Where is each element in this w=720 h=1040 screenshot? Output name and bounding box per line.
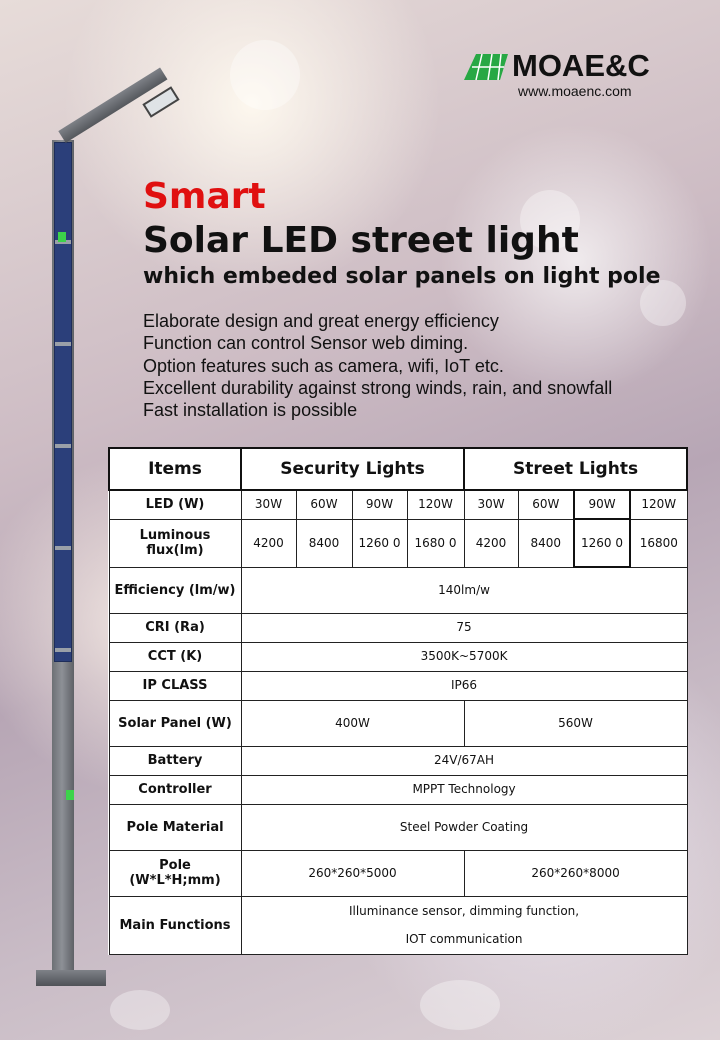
feature-item: Function can control Sensor web diming. (143, 333, 469, 354)
table-row (109, 700, 687, 746)
table-cell: 75 (241, 613, 687, 642)
feature-item: Option features such as camera, wifi, IoT etc. (143, 355, 504, 376)
feature-item: Elaborate design and great energy efficiency (143, 311, 499, 331)
feature-list (143, 310, 612, 421)
table-cell: 1680 0 (407, 519, 464, 567)
bokeh-light (420, 980, 500, 1030)
table-row (109, 671, 687, 700)
table-cell: 3500K~5700K (241, 642, 687, 671)
table-row (109, 490, 687, 519)
table-row (109, 567, 687, 613)
row-label: CCT (K) (109, 642, 241, 671)
table-cell: 1260 0 (352, 519, 407, 567)
row-label: IP CLASS (109, 671, 241, 700)
table-cell: 400W (241, 700, 464, 746)
table-cell: 60W (296, 490, 352, 519)
table-cell: 8400 (296, 519, 352, 567)
row-label: Battery (109, 746, 241, 775)
function-line: IOT communication (405, 932, 523, 946)
feature-item: Excellent durability against strong winds, rain, and snowfall (143, 377, 613, 398)
row-label: CRI (Ra) (109, 613, 241, 642)
row-label: Efficiency (lm/w) (109, 567, 241, 613)
indicator-light (66, 790, 74, 800)
solar-panel-strip (54, 142, 72, 662)
table-cell: 4200 (464, 519, 518, 567)
function-line: Illuminance sensor, dimming function, (348, 904, 580, 918)
table-cell: 60W (518, 490, 574, 519)
feature-item: Fast installation is possible (143, 400, 358, 421)
table-cell: 16800 (630, 519, 687, 567)
row-label: Solar Panel (W) (109, 700, 241, 746)
table-row (109, 850, 687, 896)
table-cell: 260*260*8000 (464, 850, 687, 896)
table-cell: 24V/67AH (241, 746, 687, 775)
solar-panel-logo-icon (462, 48, 510, 82)
table-cell: Steel Powder Coating (241, 804, 687, 850)
row-label: Pole Material (109, 804, 241, 850)
table-cell: IP66 (241, 671, 687, 700)
table-cell: 260*260*5000 (241, 850, 464, 896)
row-label: LED (W) (109, 490, 241, 519)
table-cell: 120W (407, 490, 464, 519)
table-row (109, 519, 687, 567)
table-cell: MPPT Technology (241, 775, 687, 804)
bokeh-light (230, 40, 300, 110)
row-label: Controller (109, 775, 241, 804)
table-cell: 1260 0 (574, 519, 630, 567)
table-cell (241, 896, 687, 954)
row-label: Luminous flux(lm) (109, 519, 241, 567)
table-row (109, 896, 687, 954)
header-security-lights: Security Lights (241, 448, 464, 490)
brand-name: MOAE&C (512, 48, 650, 83)
table-cell: 120W (630, 490, 687, 519)
bokeh-light (110, 990, 170, 1030)
table-row (109, 746, 687, 775)
table-cell: 560W (464, 700, 687, 746)
table-row (109, 642, 687, 671)
pole-base (36, 970, 106, 986)
table-cell: 30W (241, 490, 296, 519)
row-label: Pole (W*L*H;mm) (109, 850, 241, 896)
headline-title: Solar LED street light (143, 220, 579, 261)
website-url: www.moaenc.com (518, 83, 632, 99)
headline-smart: Smart (143, 176, 266, 217)
table-row (109, 448, 687, 490)
table-cell: 90W (574, 490, 630, 519)
header-street-lights: Street Lights (464, 448, 687, 490)
indicator-light (58, 232, 66, 242)
table-row (109, 804, 687, 850)
header-items: Items (109, 448, 241, 490)
table-cell: 90W (352, 490, 407, 519)
spec-table (108, 447, 688, 955)
table-cell: 8400 (518, 519, 574, 567)
company-logo (462, 40, 692, 100)
table-row (109, 613, 687, 642)
row-label: Main Functions (109, 896, 241, 954)
table-cell: 140lm/w (241, 567, 687, 613)
table-cell: 30W (464, 490, 518, 519)
headline-subtitle: which embeded solar panels on light pole (143, 264, 661, 289)
table-cell: 4200 (241, 519, 296, 567)
table-row (109, 775, 687, 804)
